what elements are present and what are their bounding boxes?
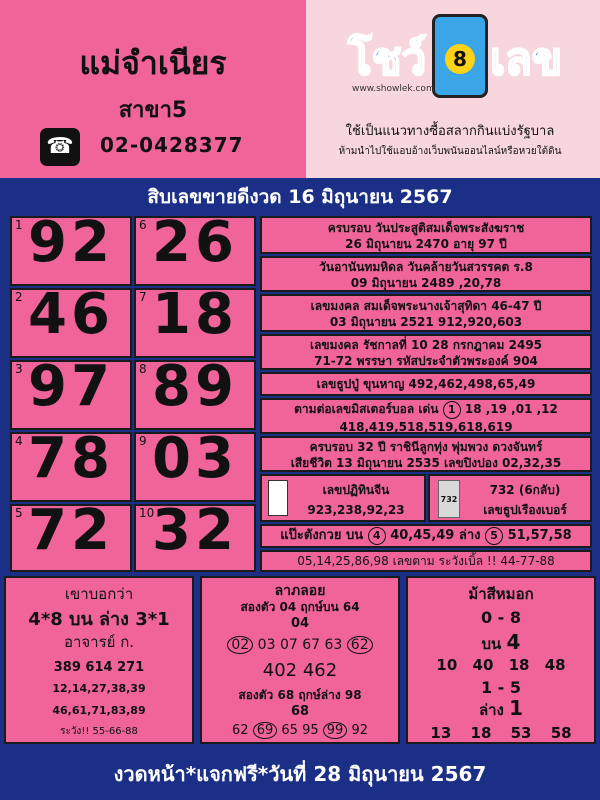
branch-label: สาขา5 [118, 98, 188, 123]
circled-number: 5 [485, 527, 503, 545]
info-text: เสียชีวิต 13 มิถุนายน 2535 เลขปิงปอง 02,32,35 [290, 456, 562, 470]
box-line: 10 40 18 48 [436, 656, 566, 674]
ringed-number: 69 [253, 722, 278, 739]
row-number: 95 [302, 723, 319, 738]
info-incense-cube [428, 474, 592, 522]
ringed-number: 02 [227, 636, 253, 654]
box-number: 1 [509, 696, 524, 720]
row-number: 65 [281, 723, 298, 738]
cell-index: 7 [139, 290, 147, 304]
box-text: ล่าง [478, 701, 504, 719]
cell-index: 2 [15, 290, 23, 304]
logo-number-badge: 8 [445, 44, 475, 74]
info-text: 05,14,25,86,98 เลขตาม ระวังเบิ้ล !! 44-77-88 [297, 554, 555, 568]
number-row [202, 636, 398, 654]
box-number: 4 [506, 630, 521, 654]
warning-text: ห้ามนำไปใช้แอบอ้างเว็บพนันออนไลน์หรือหวยใต้ดิน [338, 146, 562, 157]
box-line: สองตัว 04 ฤกษ์บน 64 [240, 600, 360, 614]
cell-index: 6 [139, 218, 147, 232]
cell-number: 46 [28, 282, 114, 347]
cell-index: 4 [15, 434, 23, 448]
cell-number: 32 [152, 498, 238, 563]
calendar-label: เลขปฏิทินจีน [322, 483, 390, 497]
page-title: สิบเลขขายดีงวด 16 มิถุนายน 2567 [147, 186, 453, 208]
info-text: ครบรอบ วันประสูติสมเด็จพระสังฆราช [327, 221, 525, 235]
info-row-pae-tang [260, 524, 592, 548]
box-heading: ลาภลอย [274, 583, 326, 599]
info-text: วันอานันทมหิดล วันคล้ายวันสวรรคต ร.8 [319, 260, 533, 274]
info-text: ครบรอบ 32 ปี ราชินีลูกทุ่ง พุ่มพวง ดวงจันทร์ [309, 440, 543, 454]
number-cell-10 [134, 498, 256, 572]
footer-banner: งวดหน้า*แจกฟรี*วันที่ 28 มิถุนายน 2567 [113, 762, 487, 786]
row-number: 62 [232, 723, 249, 738]
box-text: บน [481, 635, 502, 653]
info-text: 71-72 พรรษา รหัสประจำตัวพระองค์ 904 [314, 354, 538, 368]
cell-index: 10 [139, 506, 155, 520]
cell-index: 5 [15, 506, 23, 520]
circled-number: 4 [368, 527, 386, 545]
calendar-values: 923,238,92,23 [307, 503, 405, 517]
cube-icon: 732 [438, 480, 460, 518]
box-lap-loi [200, 576, 400, 744]
calendar-icon [268, 480, 288, 516]
brand-name: แม่จำเนียร [79, 44, 227, 82]
number-cell-7 [134, 282, 256, 358]
info-row-ananda [260, 256, 592, 292]
box-ma-si-mok [406, 576, 596, 744]
cell-number: 72 [28, 498, 114, 563]
box-line: 13 18 53 58 [430, 724, 572, 742]
info-text: 51,57,58 [507, 528, 572, 543]
phone-number: 02-0428377 [100, 133, 244, 157]
info-row-patriarch [260, 216, 592, 254]
cell-index: 9 [139, 434, 147, 448]
box-line: 402 462 [262, 660, 338, 681]
row-number: 63 [324, 637, 343, 653]
cell-number: 97 [28, 354, 114, 419]
box-line: 0 - 8 [480, 608, 522, 627]
cube-sublabel: เลขธูปเรืองเบอร์ [483, 503, 567, 517]
info-text: 418,419,518,519,618,619 [339, 420, 513, 434]
logo-text-lek: เลข [490, 34, 563, 85]
box-heading: ม้าสีหมอก [468, 585, 534, 603]
cell-index: 1 [15, 218, 23, 232]
cell-number: 78 [28, 426, 114, 491]
logo-text-show: โชว์ [348, 34, 427, 85]
box-line: 12,14,27,38,39 [52, 682, 146, 695]
phone-icon: ☎ [40, 128, 80, 166]
box-line: 1 - 5 [480, 678, 522, 697]
box-line: ระวัง!! 55-66-88 [60, 726, 138, 737]
row-number: 07 [279, 637, 298, 653]
number-cell-4 [10, 426, 132, 502]
info-text: 18 ,19 ,01 ,12 [464, 402, 558, 416]
info-text: ตามต่อเลขมิสเตอร์บอล เด่น [294, 402, 439, 416]
row-number: 67 [302, 637, 321, 653]
info-row-king [260, 334, 592, 370]
box-line [408, 696, 594, 722]
info-row-follow [260, 550, 592, 572]
number-cell-1 [10, 210, 132, 286]
box-line: 4*8 บน ล่าง 3*1 [28, 609, 170, 630]
box-line: 46,61,71,83,89 [52, 704, 146, 717]
number-cell-8 [134, 354, 256, 430]
number-cell-9 [134, 426, 256, 502]
tagline: ใช้เป็นแนวทางซื้อสลากกินแบ่งรัฐบาล [345, 124, 555, 139]
ringed-number: 99 [323, 722, 348, 739]
number-cell-6 [134, 210, 256, 286]
info-row-incense [260, 372, 592, 396]
info-row-mister-ball [260, 398, 592, 434]
number-cell-2 [10, 282, 132, 358]
box-line: 04 [290, 616, 310, 631]
ringed-number: 62 [347, 636, 373, 654]
cell-index: 8 [139, 362, 147, 376]
cell-number: 03 [152, 426, 238, 491]
info-chinese-calendar [260, 474, 426, 522]
cell-number: 89 [152, 354, 238, 419]
box-line: 68 [290, 704, 310, 719]
cell-index: 3 [15, 362, 23, 376]
number-row [202, 722, 398, 739]
box-heading: เขาบอกว่า [64, 585, 134, 603]
info-text: เลขมงคล สมเด็จพระนางเจ้าสุทิดา 46-47 ปี [310, 299, 542, 313]
logo-url: www.showlek.com [352, 84, 435, 94]
box-line: สองตัว 68 ฤกษ์ล่าง 98 [238, 688, 362, 702]
box-line [408, 630, 594, 656]
row-number: 03 [257, 637, 276, 653]
cell-number: 18 [152, 282, 238, 347]
info-text: เลขมงคล รัชกาลที่ 10 28 กรกฎาคม 2495 [309, 338, 543, 352]
info-row-pumpuang [260, 436, 592, 472]
info-text: 26 มิถุนายน 2470 อายุ 97 ปี [345, 237, 507, 251]
cell-number: 92 [28, 210, 114, 275]
number-cell-3 [10, 354, 132, 430]
info-text: 40,45,49 ล่าง [390, 528, 481, 543]
cube-label: 732 (6กลับ) [489, 483, 561, 497]
circled-number: 1 [443, 401, 461, 419]
info-text: เลขธูปปู่ ขุนหาญ 492,462,498,65,49 [316, 377, 536, 391]
cell-number: 26 [152, 210, 238, 275]
box-line: 389 614 271 [53, 660, 145, 675]
box-khao-bok [4, 576, 194, 744]
number-cell-5 [10, 498, 132, 572]
info-row-queen [260, 294, 592, 332]
info-text: 03 มิถุนายน 2521 912,920,603 [329, 315, 523, 329]
info-text: 09 มิถุนายน 2489 ,20,78 [350, 276, 502, 290]
row-number: 92 [351, 723, 368, 738]
box-line: อาจารย์ ก. [63, 633, 135, 651]
info-text: แป๊ะตังกวย บน [280, 528, 364, 543]
